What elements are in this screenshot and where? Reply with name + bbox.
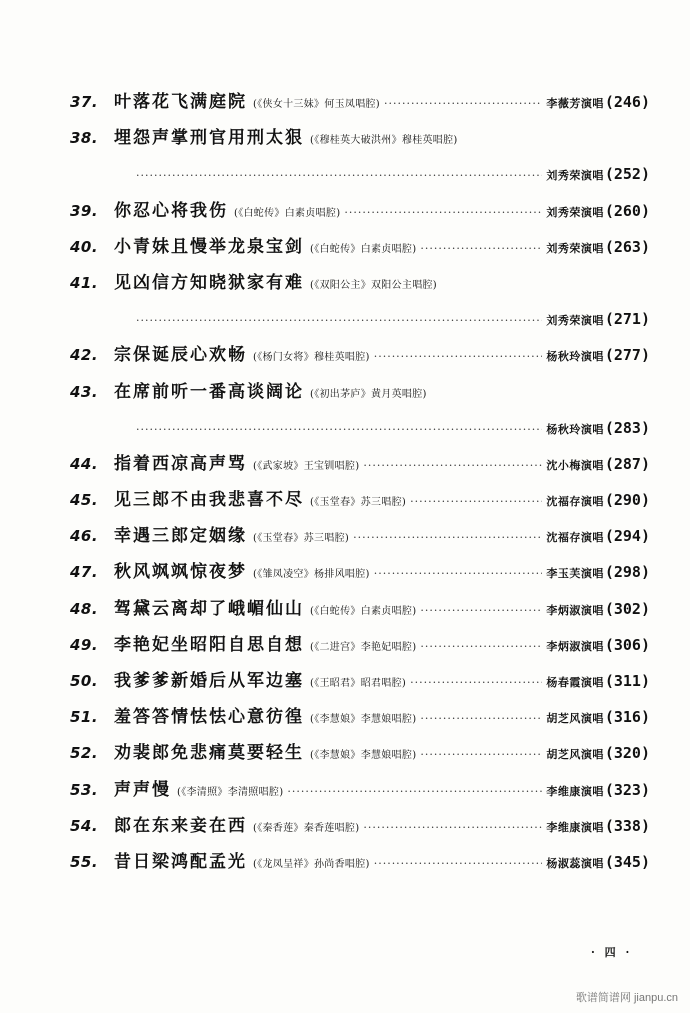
performer-name: 李薇芳演唱 <box>546 97 604 110</box>
leader-dots <box>420 593 542 629</box>
page-number: (311) <box>604 672 650 690</box>
toc-entry <box>70 229 650 265</box>
opera-source: (《武家坡》王宝钏唱腔) <box>253 460 360 472</box>
opera-source: (《初出茅庐》黄月英唱腔) <box>310 388 427 400</box>
page-number: (252) <box>604 165 650 184</box>
toc-entry <box>70 374 650 446</box>
toc-entry <box>70 735 650 771</box>
toc-entry <box>70 446 650 482</box>
opera-source: (《王昭君》昭君唱腔) <box>310 678 407 689</box>
toc-entry <box>70 772 650 808</box>
entry-number: 50. <box>70 672 99 690</box>
toc-entry <box>70 699 650 735</box>
opera-source: (《白蛇传》白素贞唱腔) <box>234 207 341 219</box>
opera-source: (《龙凤呈祥》孙尚香唱腔) <box>253 858 370 870</box>
opera-source: (《李慧娘》李慧娘唱腔) <box>310 750 417 762</box>
toc-entry <box>70 844 650 880</box>
toc-entry <box>70 337 650 373</box>
leader-dots <box>420 737 542 773</box>
page-number: (287) <box>604 454 650 473</box>
toc-entry <box>70 808 650 844</box>
toc-entry <box>70 591 650 627</box>
opera-source: (《玉堂春》苏三唱腔) <box>310 497 407 509</box>
aria-title: 埋怨声掌刑官用刑太狠 <box>114 128 304 149</box>
aria-title: 我爹爹新婚后从军边塞 <box>114 671 304 691</box>
entry-number: 41. <box>70 273 99 292</box>
leader-dots <box>344 195 542 231</box>
entry-number: 38. <box>70 129 99 148</box>
aria-title: 你忍心将我伤 <box>114 200 228 221</box>
leader-dots <box>363 448 542 484</box>
leader-dots <box>363 810 542 846</box>
opera-source: (《双阳公主》双阳公主唱腔) <box>310 279 438 291</box>
aria-title: 郎在东来妾在西 <box>114 815 247 836</box>
performer-name: 杨春霞演唱 <box>546 676 604 689</box>
entry-number: 43. <box>70 382 99 401</box>
page-number: (283) <box>604 418 650 437</box>
aria-title: 小青妹且慢举龙泉宝剑 <box>114 236 304 257</box>
leader-dots <box>287 774 542 810</box>
leader-dots <box>374 339 543 375</box>
toc-entry <box>70 518 650 554</box>
aria-title: 见三郎不由我悲喜不尽 <box>114 490 304 511</box>
performer-name: 刘秀荣演唱 <box>546 169 604 183</box>
leader-dots <box>353 520 542 556</box>
opera-source: (《雏凤凌空》杨排风唱腔) <box>253 569 370 581</box>
page-number: (345) <box>604 852 650 871</box>
page-number: (263) <box>604 237 650 256</box>
performer-name: 沈福存演唱 <box>546 531 604 545</box>
performer-name: 刘秀荣演唱 <box>546 205 604 219</box>
performer-name: 胡芝风演唱 <box>546 712 604 726</box>
aria-title: 幸遇三郎定姻缘 <box>114 526 247 547</box>
aria-title: 羞答答情怯怯心意彷徨 <box>114 707 304 728</box>
performer-name: 杨淑蕊演唱 <box>546 856 604 870</box>
leader-dots <box>374 556 543 592</box>
opera-source: (《穆桂英大破洪州》穆桂英唱腔) <box>310 135 458 147</box>
page-number: (294) <box>604 527 650 546</box>
page-number: (320) <box>604 744 650 763</box>
toc-entry <box>70 120 650 192</box>
page-number: (290) <box>604 491 650 510</box>
entry-number: 48. <box>70 599 99 618</box>
opera-source: (《玉堂春》苏三唱腔) <box>253 533 350 545</box>
performer-name: 李炳淑演唱 <box>546 639 604 653</box>
performer-name: 杨秋玲演唱 <box>546 350 604 364</box>
opera-source: (《二进宫》李艳妃唱腔) <box>310 641 417 653</box>
entry-number: 47. <box>70 563 99 582</box>
performer-name: 沈小梅演唱 <box>546 458 604 472</box>
aria-title: 在席前听一番高谈阔论 <box>114 381 304 402</box>
aria-title: 昔日梁鸿配孟光 <box>114 851 247 872</box>
opera-source: (《白蛇传》白素贞唱腔) <box>310 605 417 617</box>
page-number: (316) <box>604 708 650 727</box>
performer-name: 李维康演唱 <box>546 784 604 798</box>
page-number: (246) <box>604 93 650 111</box>
aria-title: 宗保诞辰心欢畅 <box>114 345 247 366</box>
leader-dots <box>374 846 543 882</box>
performer-name: 胡芝风演唱 <box>546 748 604 762</box>
page-number: (260) <box>604 201 650 220</box>
leader-dots <box>136 303 542 339</box>
entry-number: 37. <box>70 93 99 111</box>
entry-number: 51. <box>70 708 99 727</box>
page-number-mark: · 四 · <box>591 946 633 959</box>
leader-dots <box>410 484 542 520</box>
entry-number: 46. <box>70 527 99 546</box>
entry-number: 40. <box>70 237 99 256</box>
performer-name: 李炳淑演唱 <box>546 603 604 617</box>
toc-entry <box>70 193 650 229</box>
performer-name: 李维康演唱 <box>546 820 604 834</box>
aria-title: 指着西凉高声骂 <box>114 453 247 474</box>
entry-number: 52. <box>70 744 99 763</box>
opera-source: (《侠女十三妹》何玉凤唱腔) <box>253 99 381 110</box>
page-number: (271) <box>604 310 650 329</box>
aria-title: 秋风飒飒惊夜梦 <box>114 562 247 583</box>
leader-dots <box>420 701 542 737</box>
performer-name: 李玉芙演唱 <box>546 567 604 581</box>
leader-dots <box>420 629 542 665</box>
page-number: (323) <box>604 780 650 799</box>
toc-entry <box>70 482 650 518</box>
leader-dots <box>136 158 542 194</box>
entry-number: 54. <box>70 816 99 835</box>
performer-name: 刘秀荣演唱 <box>546 314 604 328</box>
opera-source: (《李慧娘》李慧娘唱腔) <box>310 714 417 726</box>
toc-entry <box>70 663 650 699</box>
performer-name: 杨秋玲演唱 <box>546 422 604 436</box>
entry-number: 44. <box>70 454 99 473</box>
aria-title: 见凶信方知晓狱家有难 <box>114 272 304 293</box>
page-number: (277) <box>604 346 650 365</box>
page-number: (298) <box>604 563 650 582</box>
toc-entry <box>70 554 650 590</box>
page-number: (306) <box>604 635 650 654</box>
aria-title: 劝裴郎免悲痛莫要轻生 <box>114 743 304 764</box>
entry-number: 42. <box>70 346 99 365</box>
toc-entry <box>70 627 650 663</box>
page-number: (338) <box>604 816 650 835</box>
aria-title: 驾黛云离却了峨嵋仙山 <box>114 598 304 619</box>
entry-number: 55. <box>70 852 99 871</box>
opera-source: (《白蛇传》白素贞唱腔) <box>310 243 417 255</box>
performer-name: 沈福存演唱 <box>546 495 604 509</box>
aria-title: 声声慢 <box>114 779 171 800</box>
table-of-contents <box>70 84 650 880</box>
toc-entry <box>70 84 650 120</box>
aria-title: 叶落花飞满庭院 <box>114 92 247 112</box>
leader-dots <box>410 665 542 701</box>
leader-dots <box>420 231 542 267</box>
site-watermark: 歌谱简谱网 jianpu.cn <box>575 992 678 1004</box>
toc-entry <box>70 265 650 337</box>
entry-number: 49. <box>70 635 99 654</box>
entry-number: 53. <box>70 780 99 799</box>
entry-number: 45. <box>70 491 99 510</box>
page-number: (302) <box>604 599 650 618</box>
entry-number: 39. <box>70 201 99 220</box>
aria-title: 李艳妃坐昭阳自思自想 <box>114 634 304 655</box>
opera-source: (《杨门女将》穆桂英唱腔) <box>253 352 370 364</box>
opera-source: (《李清照》李清照唱腔) <box>177 786 284 798</box>
performer-name: 刘秀荣演唱 <box>546 241 604 255</box>
opera-source: (《秦香莲》秦香莲唱腔) <box>253 822 360 834</box>
leader-dots <box>384 86 542 122</box>
leader-dots <box>136 412 542 448</box>
